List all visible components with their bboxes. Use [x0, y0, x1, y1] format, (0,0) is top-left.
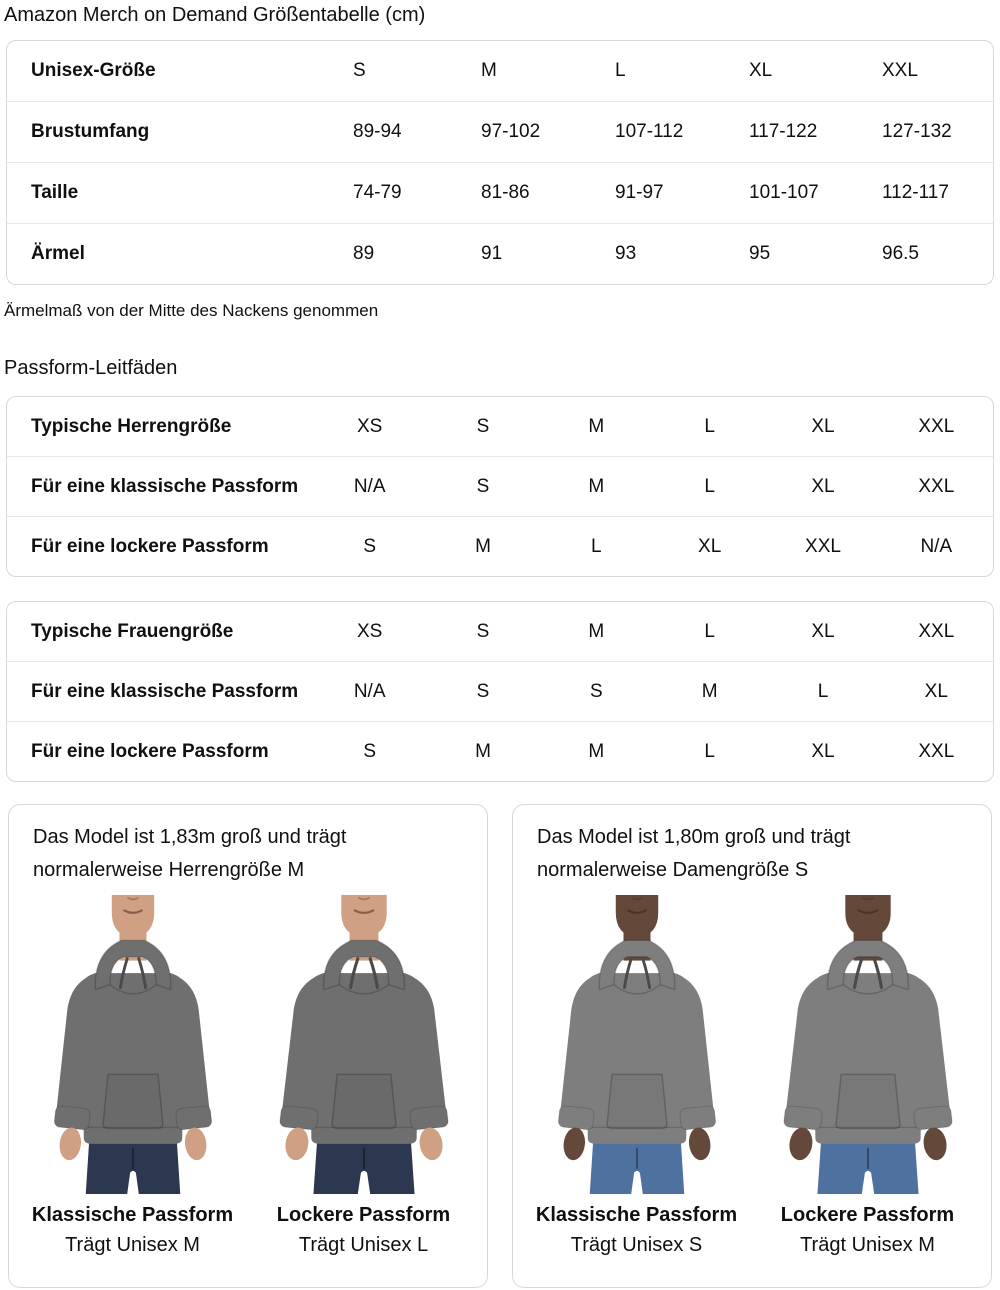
size-cell: XL	[811, 620, 835, 642]
size-cell: S	[476, 475, 490, 497]
row-label: Für eine lockere Passform	[31, 740, 269, 762]
size-cell: 117-122	[749, 121, 818, 142]
hoodie-model-illustration	[526, 895, 748, 1194]
size-cell: S	[476, 415, 490, 437]
size-cell: M	[588, 475, 605, 497]
size-cell: M	[588, 415, 605, 437]
size-cell: M	[588, 620, 605, 642]
size-cell: 107-112	[615, 121, 684, 142]
model-description: Das Model ist 1,80m groß und trägt normalerweise Damengröße S	[537, 826, 851, 881]
size-cell: L	[704, 475, 715, 497]
model-photos	[9, 895, 487, 1258]
size-cell: XXL	[918, 475, 955, 497]
model-card-men	[8, 804, 488, 1288]
size-cell: L	[704, 740, 715, 762]
row-label: Brustumfang	[31, 121, 150, 142]
model-photo-loose-fit	[248, 895, 479, 1258]
size-label: Trägt Unisex S	[570, 1234, 703, 1256]
row-label: Unisex-Größe	[31, 60, 156, 81]
size-chart-page	[0, 3, 1000, 1288]
size-cell: S	[476, 680, 490, 702]
size-label: Trägt Unisex M	[800, 1234, 935, 1256]
size-cell: M	[588, 740, 605, 762]
size-cell: XS	[356, 620, 383, 642]
table-row	[7, 223, 993, 284]
sleeve-measure-note: Ärmelmaß von der Mitte des Nackens genommen	[4, 301, 379, 320]
hoodie-model-illustration	[245, 895, 483, 1194]
mens-fit-table	[6, 396, 994, 577]
size-cell: XL	[698, 535, 722, 557]
hoodie-model-illustration	[749, 895, 987, 1194]
size-label: Trägt Unisex L	[298, 1234, 429, 1256]
size-cell: XL	[811, 415, 835, 437]
size-cell: L	[704, 415, 715, 437]
table-row	[7, 41, 993, 101]
size-cell: 97-102	[481, 121, 541, 142]
size-cell: S	[589, 680, 603, 702]
size-cell: M	[475, 740, 491, 762]
size-cell: S	[476, 620, 490, 642]
table-row	[7, 602, 993, 661]
row-label: Für eine lockere Passform	[31, 535, 269, 557]
size-cell: XXL	[918, 415, 955, 437]
model-photo-classic-fit	[521, 895, 752, 1258]
size-cell: N/A	[353, 680, 386, 702]
fit-label: Klassische Passform	[31, 1204, 234, 1226]
size-cell: XL	[924, 680, 948, 702]
fit-label: Lockere Passform	[780, 1204, 955, 1226]
size-cell: L	[817, 680, 829, 702]
unisex-size-table	[6, 40, 994, 285]
row-label: Ärmel	[31, 243, 85, 264]
size-cell: S	[363, 740, 376, 762]
size-cell: XL	[811, 740, 835, 762]
model-card-women	[512, 804, 992, 1288]
size-cell: M	[701, 680, 718, 702]
size-cell: XXL	[918, 620, 955, 642]
model-description: Das Model ist 1,83m groß und trägt normalerweise Herrengröße M	[33, 826, 347, 881]
model-photo-classic-fit	[17, 895, 248, 1258]
fit-label: Klassische Passform	[535, 1204, 738, 1226]
size-label: Trägt Unisex M	[65, 1234, 200, 1256]
table-row	[7, 162, 993, 223]
size-cell: M	[475, 535, 491, 557]
table-row	[7, 661, 993, 721]
size-cell: XXL	[805, 535, 841, 557]
table-row	[7, 456, 993, 516]
size-cell: XXL	[882, 60, 918, 81]
size-cell: N/A	[920, 535, 953, 557]
table-row	[7, 397, 993, 456]
table-row	[7, 516, 993, 576]
size-cell: 91-97	[615, 182, 664, 203]
size-cell: XXL	[918, 740, 955, 762]
size-cell: N/A	[353, 475, 386, 497]
size-cell: 112-117	[882, 182, 949, 203]
size-cell: L	[615, 60, 626, 81]
model-cards	[8, 804, 992, 1288]
table-row	[7, 721, 993, 781]
model-photos	[513, 895, 991, 1258]
size-cell: 89-94	[353, 121, 402, 142]
row-label: Typische Frauengröße	[31, 620, 234, 642]
size-cell: 91	[481, 243, 503, 264]
size-cell: 101-107	[749, 182, 819, 203]
row-label: Für eine klassische Passform	[31, 680, 299, 702]
table-row	[7, 101, 993, 162]
size-cell: S	[353, 60, 366, 81]
page-title: Amazon Merch on Demand Größentabelle (cm)	[4, 4, 426, 26]
size-cell: S	[363, 535, 376, 557]
fit-guides-heading: Passform-Leitfäden	[4, 357, 178, 379]
size-cell: L	[704, 620, 715, 642]
womens-fit-table	[6, 601, 994, 782]
size-cell: 127-132	[882, 121, 952, 142]
size-cell: 81-86	[481, 182, 530, 203]
size-cell: XL	[749, 60, 773, 81]
size-cell: M	[481, 60, 497, 81]
size-cell: 93	[615, 243, 637, 264]
size-cell: 89	[353, 243, 375, 264]
row-label: Typische Herrengröße	[31, 415, 232, 437]
size-cell: 95	[749, 243, 771, 264]
hoodie-model-illustration	[22, 895, 244, 1194]
fit-label: Lockere Passform	[276, 1204, 451, 1226]
row-label: Für eine klassische Passform	[31, 475, 299, 497]
size-cell: 74-79	[353, 182, 402, 203]
size-cell: 96.5	[882, 243, 919, 264]
size-cell: XL	[811, 475, 835, 497]
size-cell: L	[591, 535, 602, 557]
row-label: Taille	[31, 182, 79, 203]
size-cell: XS	[356, 415, 383, 437]
model-photo-loose-fit	[752, 895, 983, 1258]
